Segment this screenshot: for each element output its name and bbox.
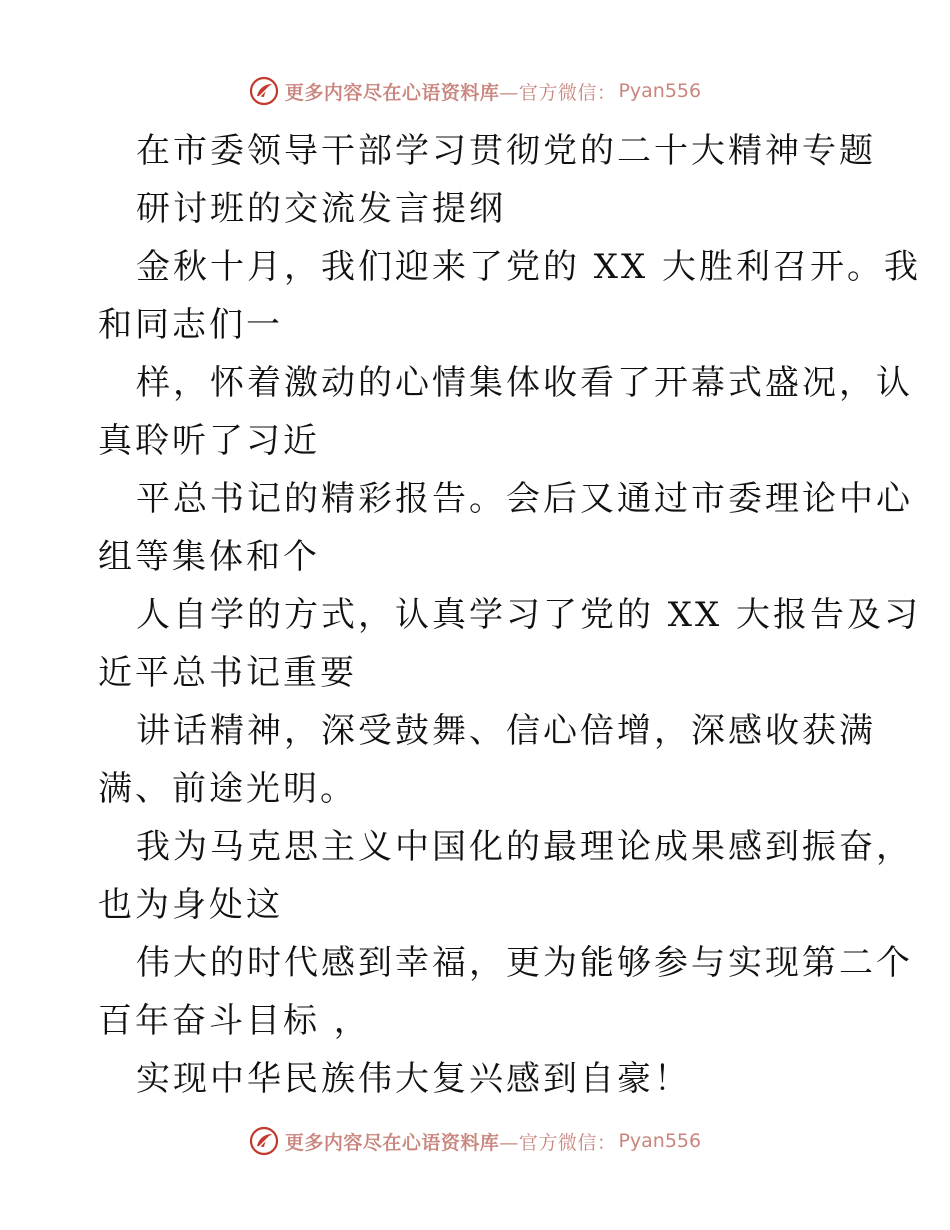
text-line: 样，怀着激动的心情集体收看了开幕式盛况，认 (136, 363, 913, 403)
watermark-title: 更多内容尽在心语资料库 (284, 81, 500, 104)
watermark-text (285, 1128, 617, 1155)
text-line: 近平总书记重要 (98, 653, 357, 693)
text-line: 伟大的时代感到幸福，更为能够参与实现第二个 (136, 943, 913, 983)
watermark-text (285, 78, 617, 105)
footer-watermark (0, 1121, 950, 1161)
watermark-title: 更多内容尽在心语资料库 (284, 1131, 500, 1154)
text-line: 人自学的方式，认真学习了党的 XX 大报告及习 (136, 595, 922, 635)
text-line: 组等集体和个 (98, 537, 320, 577)
text-line: 我为马克思主义中国化的最理论成果感到振奋， (136, 827, 913, 867)
text-line: 研讨班的交流发言提纲 (136, 189, 506, 229)
watermark-wechat-id: Pyan556 (618, 80, 702, 102)
text-line: 真聆听了习近 (98, 421, 320, 461)
watermark-separator: —官方微信： (499, 1131, 617, 1154)
watermark-separator: —官方微信： (499, 81, 617, 104)
text-line: 金秋十月，我们迎来了党的 XX 大胜利召开。我 (136, 247, 922, 287)
text-line: 百年奋斗目标 ， (98, 1001, 371, 1041)
text-line: 讲话精神，深受鼓舞、信心倍增，深感收获满 (136, 711, 876, 751)
text-line: 在市委领导干部学习贯彻党的二十大精神专题 (136, 131, 876, 171)
watermark-wechat-id: Pyan556 (618, 1130, 702, 1152)
text-line: 满、前途光明。 (98, 769, 357, 809)
document-body (98, 122, 922, 1108)
text-line: 实现中华民族伟大复兴感到自豪！ (136, 1059, 691, 1099)
header-watermark (0, 71, 950, 111)
text-line: 平总书记的精彩报告。会后又通过市委理论中心 (136, 479, 913, 519)
text-line: 和同志们一 (98, 305, 283, 345)
brand-logo-icon (249, 76, 279, 106)
brand-logo-icon (249, 1126, 279, 1156)
text-line: 也为身处这 (98, 885, 283, 925)
